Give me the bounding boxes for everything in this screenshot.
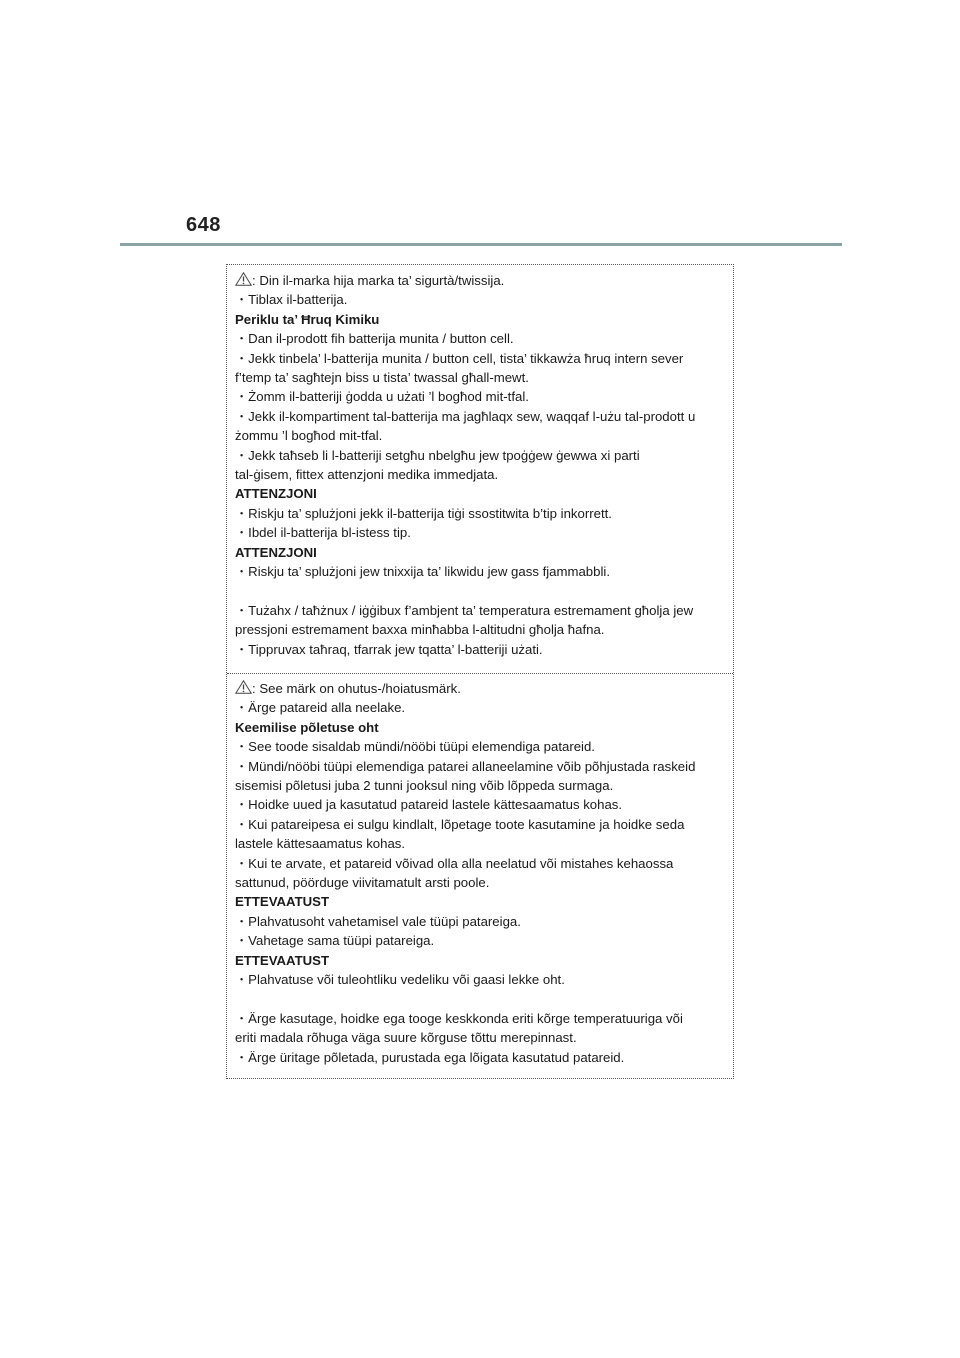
text-line: ・Ärge patareid alla neelake. <box>235 700 406 716</box>
warning-triangle-icon <box>235 272 252 286</box>
section-heading: ATTENZJONI <box>235 486 317 502</box>
text-line: eriti madala rõhuga väga suure kõrguse tõttu merepinnast. <box>235 1030 577 1046</box>
text-line: ・Ärge kasutage, hoidke ega tooge keskkonda eriti kõrge temperatuuriga või <box>235 1010 683 1026</box>
text-line: ・Vahetage sama tüüpi patareiga. <box>235 933 435 949</box>
text-line: ・Kui patareipesa ei sulgu kindlalt, lõpetage toote kasutamine ja hoidke seda <box>235 816 685 832</box>
text-line: ・Riskju ta’ splużjoni jew tnixxija ta’ likwidu jew gass fjammabbli. <box>235 564 610 580</box>
text-line: żommu ’l bogħod mit-tfal. <box>235 428 383 444</box>
text-line: ・Tużahx / taħżnux / iġġibux f’ambjent ta’ temperatura estremament għolja jew <box>235 602 694 618</box>
text-line: sattunud, pöörduge viivitamatult arsti poole. <box>235 875 490 891</box>
estonian-lines <box>235 698 727 1067</box>
section-divider <box>227 673 733 674</box>
section-heading: ETTEVAATUST <box>235 894 330 910</box>
page-number: 648 <box>186 214 221 236</box>
section-heading: Keemilise põletuse oht <box>235 719 379 735</box>
blank-line <box>235 990 727 1009</box>
text-line: tal-ġisem, fittex attenzjoni medika immedjata. <box>235 467 499 483</box>
text-line: ・Mündi/nööbi tüüpi elemendiga patarei allaneelamine võib põhjustada raskeid <box>235 758 696 774</box>
text-line: ・Jekk taħseb li l-batteriji setgħu nbelgħu jew tpoġġew ġewwa xi parti <box>235 447 640 463</box>
header-rule <box>120 243 842 246</box>
text-line: lastele kättesaamatus kohas. <box>235 836 406 852</box>
text-line: ・Dan il-prodott fih batterija munita / button cell. <box>235 331 514 347</box>
text-line: ・Plahvatusoht vahetamisel vale tüüpi patareiga. <box>235 913 521 929</box>
safety-notice-box <box>226 264 734 1079</box>
text-line: sisemisi põletusi juba 2 tunni jooksul ning võib lõppeda surmaga. <box>235 778 614 794</box>
maltese-intro <box>235 271 727 290</box>
maltese-lines <box>235 290 727 659</box>
text-line: ・Tippruvax taħraq, tfarrak jew tqatta’ l-batteriji użati. <box>235 641 543 657</box>
text-line: ・Ibdel il-batterija bl-istess tip. <box>235 525 411 541</box>
text-line: ・Ärge üritage põletada, purustada ega lõigata kasutatud patareid. <box>235 1049 625 1065</box>
estonian-section <box>235 679 727 1067</box>
maltese-intro-text: : Din il-marka hija marka ta’ sigurtà/twissija. <box>252 273 505 288</box>
warning-triangle-icon <box>235 680 252 694</box>
text-line: ・Tiblax il-batterija. <box>235 292 348 308</box>
text-line: ・Hoidke uued ja kasutatud patareid lastele kättesaamatus kohas. <box>235 797 623 813</box>
text-line: ・Jekk il-kompartiment tal-batterija ma jagħlaqx sew, waqqaf l-użu tal-prodott u <box>235 408 696 424</box>
section-heading: ETTEVAATUST <box>235 952 330 968</box>
maltese-section <box>235 271 727 659</box>
text-line: ・Plahvatuse või tuleohtliku vedeliku või gaasi lekke oht. <box>235 972 565 988</box>
text-line: ・Kui te arvate, et patareid võivad olla alla neelatud või mistahes kehaossa <box>235 855 674 871</box>
text-line: ・Jekk tinbela’ l-batterija munita / button cell, tista’ tikkawża ħruq intern sever <box>235 350 684 366</box>
text-line: ・Żomm il-batteriji ġodda u użati ’l bogħod mit-tfal. <box>235 389 529 405</box>
section-heading: Periklu ta’ Ħruq Kimiku <box>235 311 380 327</box>
text-line: pressjoni estremament baxxa minħabba l-altitudni għolja ħafna. <box>235 622 605 638</box>
text-line: ・See toode sisaldab mündi/nööbi tüüpi elemendiga patareid. <box>235 739 595 755</box>
estonian-intro <box>235 679 727 698</box>
blank-line <box>235 582 727 601</box>
text-line: f’temp ta’ sagħtejn biss u tista’ twassal għall-mewt. <box>235 370 529 386</box>
estonian-intro-text: : See märk on ohutus-/hoiatusmärk. <box>252 681 461 696</box>
section-heading: ATTENZJONI <box>235 544 317 560</box>
text-line: ・Riskju ta’ splużjoni jekk il-batterija tiġi ssostitwita b’tip inkorrett. <box>235 505 612 521</box>
